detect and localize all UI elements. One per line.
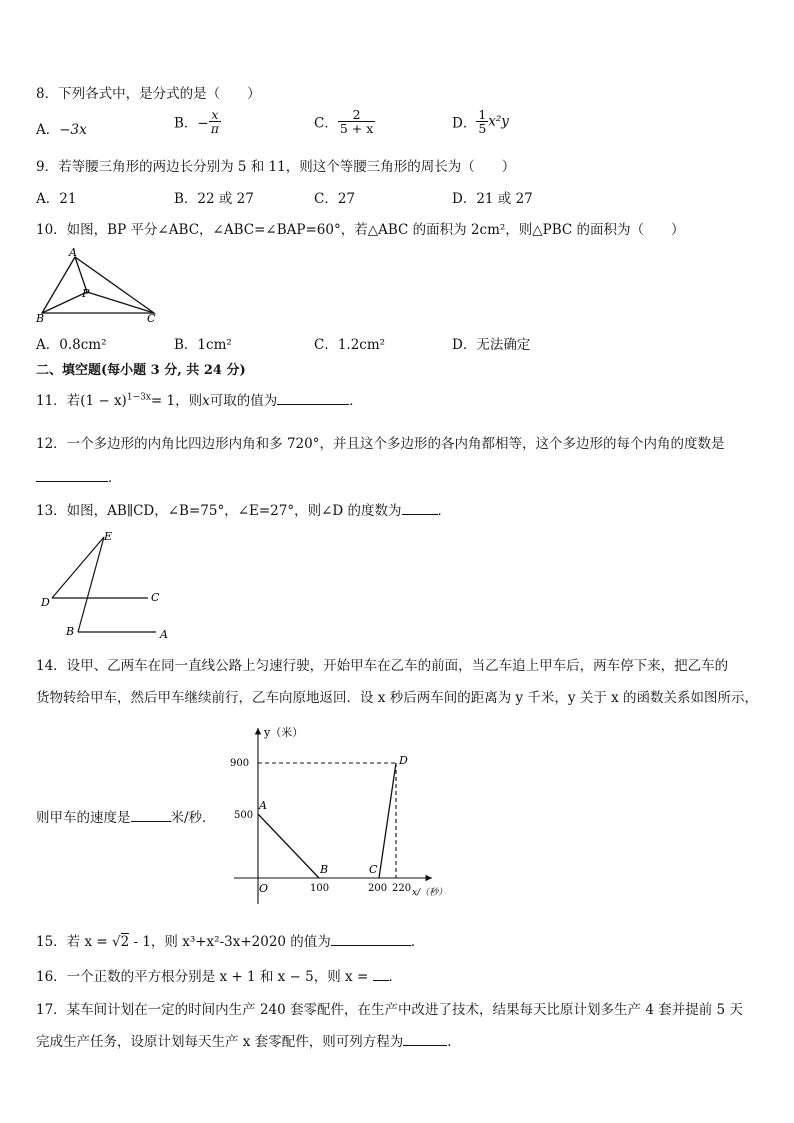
- q8-option-c-denominator: 5 + x: [339, 121, 374, 137]
- q8-option-b-denominator: π: [210, 121, 219, 137]
- q8-option-d-denominator: 5: [478, 121, 487, 137]
- q13-label-a: A: [160, 628, 168, 641]
- q14-point-c: C: [369, 863, 378, 876]
- q14-x-tick-100: 100: [310, 883, 330, 894]
- q13-answer-blank[interactable]: [402, 502, 438, 515]
- q11-end: ．: [349, 393, 363, 409]
- q10-label-p: P: [82, 287, 90, 300]
- q15-sqrt: [112, 933, 129, 950]
- q15-end: ．: [410, 934, 425, 950]
- q8-option-b-label: B．−: [174, 115, 209, 132]
- q15-mid: - 1，则 x³+x²-3x+2020 的值为: [129, 934, 331, 950]
- q10-segment-pc: [87, 292, 154, 313]
- q11: [36, 389, 363, 409]
- q14-x-tick-220: 220: [392, 883, 412, 894]
- q14-answer-blank[interactable]: [131, 809, 171, 822]
- q14-point-b: B: [320, 863, 329, 876]
- q16-end: ．: [388, 969, 403, 985]
- q10-option-b: B．1cm²: [174, 337, 232, 353]
- q12-line2: [36, 466, 122, 486]
- q8-option-a-expr: −3x: [59, 122, 87, 138]
- q11-mid: = 1，则: [150, 393, 203, 409]
- q14-point-a: A: [259, 799, 267, 812]
- q17-answer-blank[interactable]: [403, 1033, 447, 1046]
- q10-label-c: C: [147, 312, 156, 324]
- q10-option-a: A．0.8cm²: [36, 337, 107, 353]
- q8-option-b: [174, 108, 221, 135]
- q8-option-b-fraction: [209, 108, 221, 135]
- q8-option-d-fraction: [476, 108, 488, 135]
- q17-line2: 完成生产任务，设原计划每天生产 x 套零配件，则可列方程为: [36, 1034, 404, 1050]
- q16-answer-blank[interactable]: [373, 968, 389, 981]
- q14-y-tick-500: 500: [234, 810, 254, 821]
- q8-option-d: [452, 108, 509, 135]
- q12-line1: 12．一个多边形的内角比四边形内角和多 720°，并且这个多边形的各内角都相等，这个多边形的每个内角的度数是: [36, 436, 725, 452]
- q13-label-e: E: [104, 530, 113, 543]
- q13-label-d: D: [41, 596, 50, 609]
- q11-suffix: 可取的值为: [209, 393, 278, 409]
- q10-option-c: C．1.2cm²: [314, 337, 386, 353]
- q9-option-a: A．21: [36, 191, 77, 207]
- q16: [36, 965, 402, 985]
- q8-stem: 8．下列各式中，是分式的是（ ）: [36, 86, 261, 102]
- q14-line1: 14．设甲、乙两车在同一直线公路上匀速行驶，开始甲车在乙车的前面，当乙车追上甲车后，两车停下来，把乙车的: [36, 658, 729, 674]
- q16-stem: 16．一个正数的平方根分别是 x + 1 和 x − 5，则 x =: [36, 969, 373, 985]
- q8-option-b-numerator: x: [209, 108, 221, 122]
- q10-triangle-figure: [34, 244, 164, 324]
- q17-end: ．: [447, 1034, 461, 1050]
- q14-ask-suffix: 米/秒．: [170, 810, 216, 826]
- q15: [36, 930, 424, 950]
- q8-option-a: [36, 118, 87, 138]
- q11-answer-blank[interactable]: [277, 392, 349, 405]
- q9-option-b: B．22 或 27: [174, 191, 254, 207]
- q15-prefix: 15．若 x =: [36, 934, 112, 950]
- q14-y-tick-900: 900: [230, 758, 250, 769]
- q15-answer-blank[interactable]: [331, 933, 411, 946]
- q8-option-d-tail: x²y: [488, 113, 509, 130]
- q15-radicand: 2: [120, 934, 130, 950]
- q14-segment-cd: [379, 763, 396, 878]
- q9-option-d: D．21 或 27: [452, 191, 533, 207]
- q13-end: ．: [437, 503, 452, 519]
- q14-distance-time-graph: [226, 718, 462, 908]
- q10-stem: 10．如图，BP 平分∠ABC，∠ABC=∠BAP=60°，若△ABC 的面积为 2cm²，则△PBC 的面积为（ ）: [36, 222, 685, 238]
- q9-option-c: C．27: [314, 191, 356, 207]
- q12-end: ．: [108, 470, 122, 486]
- q11-prefix: 11．若: [36, 393, 81, 409]
- q14-segment-ab: [258, 814, 319, 878]
- sqrt-icon: √: [111, 934, 121, 950]
- section-fill-blank-heading: 二、填空题(每小题 3 分, 共 24 分): [36, 363, 246, 378]
- q13-label-b: B: [66, 625, 75, 638]
- q9-stem: 9．若等腰三角形的两边长分别为 5 和 11，则这个等腰三角形的周长为（ ）: [36, 159, 516, 175]
- q8-option-c-fraction: [338, 108, 375, 135]
- q13-stem: 13．如图，AB∥CD，∠B=75°，∠E=27°，则∠D 的度数为: [36, 503, 402, 519]
- q13-parallel-lines-figure: [36, 526, 176, 642]
- q8-option-c: [314, 108, 375, 135]
- q11-exponent: 1−3x: [126, 392, 151, 403]
- q14-question: [36, 806, 216, 826]
- q17-line2-wrap: [36, 1030, 461, 1050]
- q10-label-a: A: [69, 246, 77, 259]
- q17-line1: 17．某车间计划在一定的时间内生产 240 套零配件，在生产中改进了技术，结果每天比原计划多生产 4 套并提前 5 天: [36, 1002, 743, 1018]
- q13: [36, 499, 451, 519]
- q14-point-d: D: [399, 754, 408, 767]
- q13-segment-eb: [78, 537, 104, 632]
- q14-y-axis-label: y（米）: [264, 726, 304, 739]
- q14-x-tick-200: 200: [368, 883, 388, 894]
- q11-base: (1 − x): [80, 393, 127, 409]
- q14-x-axis-label: x/（秒）: [412, 888, 448, 898]
- q8-option-d-numerator: 1: [478, 107, 487, 122]
- q14-line2: 货物转给甲车，然后甲车继续前行，乙车向原地返回．设 x 秒后两车间的距离为 y 千米，y 关于 x 的函数关系如图所示，: [36, 690, 759, 706]
- q10-label-b: B: [36, 312, 45, 324]
- q14-origin: O: [259, 882, 269, 895]
- q14-ask-prefix: 则甲车的速度是: [36, 810, 131, 826]
- q8-option-c-numerator: 2: [338, 108, 375, 122]
- q13-label-c: C: [151, 591, 160, 604]
- q8-option-d-label: D．: [452, 115, 477, 132]
- q8-option-a-label: A．: [36, 122, 60, 138]
- q10-option-d: D．无法确定: [452, 337, 531, 353]
- q8-option-c-label: C．: [314, 115, 338, 132]
- q12-answer-blank[interactable]: [36, 469, 108, 482]
- q11-var: x: [202, 393, 210, 409]
